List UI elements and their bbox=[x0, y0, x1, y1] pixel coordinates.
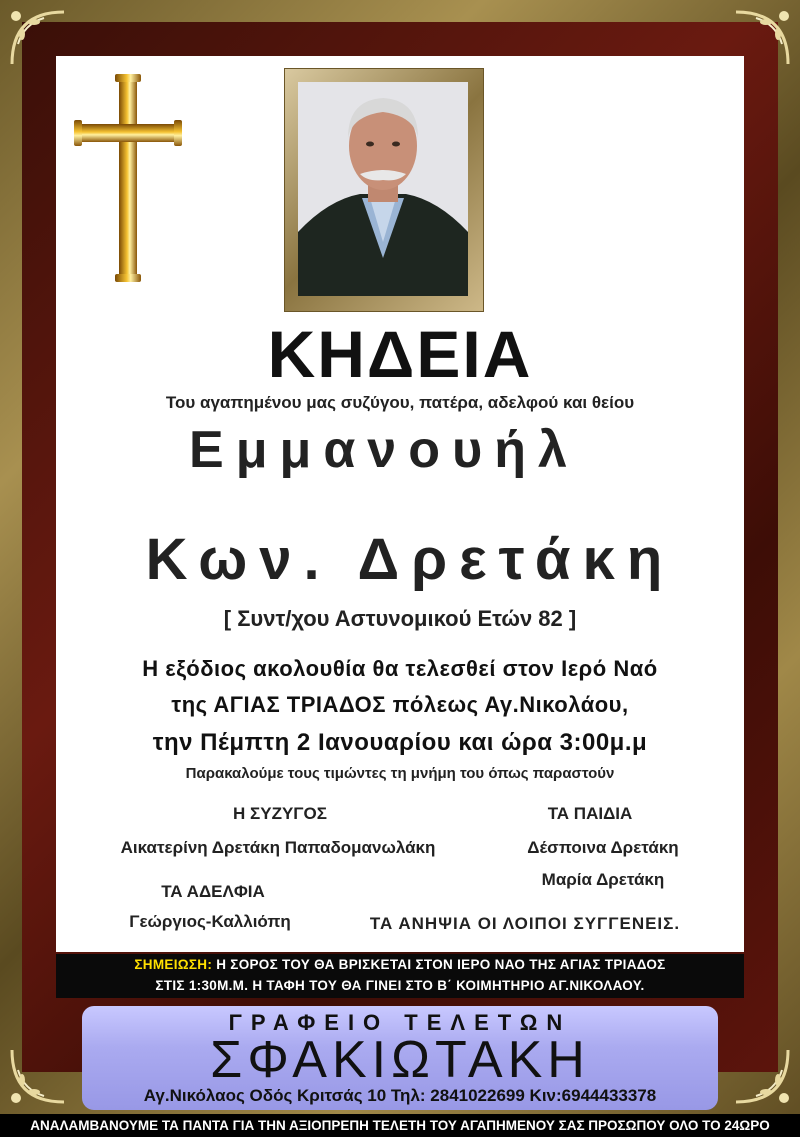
note-box bbox=[56, 954, 744, 998]
deceased-last-name: Κων. Δρετάκη bbox=[145, 527, 675, 592]
note-text-1: Η ΣΟΡΟΣ ΤΟΥ ΘΑ ΒΡΙΣΚΕΤΑΙ ΣΤΟΝ ΙΕΡΟ ΝΑΟ ΤΗΣ ΑΓΙΑΣ ΤΡΙΑΔΟΣ bbox=[212, 957, 666, 972]
note-line-1 bbox=[56, 954, 744, 975]
wife-label: Η ΣΥΖΥΓΟΣ bbox=[233, 804, 327, 823]
gold-cross-icon bbox=[74, 72, 182, 284]
deceased-first-name: Εμμανουήλ bbox=[189, 421, 579, 479]
attendance-request: Παρακαλούμε τους τιμώντες τη μνήμη του όπως παραστούν bbox=[185, 765, 615, 782]
child-name-1: Δέσποινα Δρετάκη bbox=[527, 838, 679, 857]
service-line-1: Η εξόδιος ακολουθία θα τελεσθεί στον Ιερό Ναό bbox=[142, 656, 658, 681]
portrait-photo bbox=[298, 82, 468, 296]
child-name-2: Μαρία Δρετάκη bbox=[541, 870, 665, 889]
rank-age: [ Συντ/χου Αστυνομικού Ετών 82 ] bbox=[223, 606, 577, 631]
notice-title: ΚΗΔΕΙΑ bbox=[267, 317, 533, 391]
service-line-3: την Πέμπτη 2 Ιανουαρίου και ώρα 3:00μ.μ bbox=[152, 729, 648, 756]
footer-banner: ΑΝΑΛΑΜΒΑΝΟΥΜΕ ΤΑ ΠΑΝΤΑ ΓΙΑ ΤΗΝ ΑΞΙΟΠΡΕΠΗ ΤΕΛΕΤΗ ΤΟΥ ΑΓΑΠΗΜΕΝΟΥ ΣΑΣ ΠΡΟΣΩΠΟΥ ΟΛΟ ΤΟ 24ΩΡΟ bbox=[0, 1114, 800, 1137]
service-line-2: της ΑΓΙΑΣ ΤΡΙΑΔΟΣ πόλεως Αγ.Νικολάου, bbox=[171, 692, 629, 717]
wife-name: Αικατερίνη Δρετάκη Παπαδομανωλάκη bbox=[120, 838, 436, 857]
siblings-label: ΤΑ ΑΔΕΛΦΙΑ bbox=[161, 882, 265, 901]
notice-subtitle: Του αγαπημένου μας συζύγου, πατέρα, αδελφού και θείου bbox=[165, 393, 635, 412]
office-heading: ΓΡΑΦΕΙΟ ΤΕΛΕΤΩΝ bbox=[228, 1010, 572, 1035]
office-name: ΣΦΑΚΙΩΤΑΚΗ bbox=[210, 1031, 590, 1089]
office-contact: Αγ.Νικόλαος Οδός Κριτσάς 10 Τηλ: 2841022699 Κιν:6944433378 bbox=[143, 1086, 657, 1105]
siblings-names: Γεώργιος-Καλλιόπη bbox=[129, 912, 291, 931]
other-relatives: ΤΑ ΑΝΗΨΙΑ ΟΙ ΛΟΙΠΟΙ ΣΥΓΓΕΝΕΙΣ. bbox=[369, 914, 681, 933]
children-label: ΤΑ ΠΑΙΔΙΑ bbox=[547, 804, 633, 823]
portrait-person-icon bbox=[298, 82, 468, 296]
note-line-2: ΣΤΙΣ 1:30Μ.Μ. Η ΤΑΦΗ ΤΟΥ ΘΑ ΓΙΝΕΙ ΣΤΟ Β΄ ΚΟΙΜΗΤΗΡΙΟ ΑΓ.ΝΙΚΟΛΑΟΥ. bbox=[155, 978, 645, 993]
note-label: ΣΗΜΕΙΩΣΗ: bbox=[134, 957, 213, 972]
